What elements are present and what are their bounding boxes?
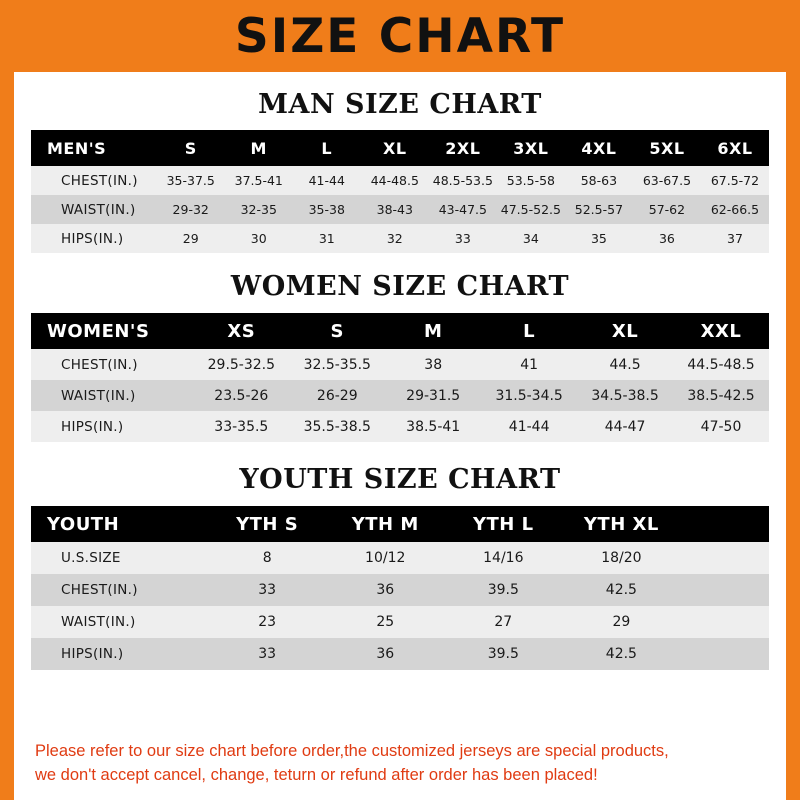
column-header: YTH XL: [583, 513, 659, 535]
table-cell: 37: [727, 231, 743, 246]
column-header-spacer: [680, 506, 769, 542]
column-header: XXL: [700, 320, 742, 342]
women-section-title: WOMEN SIZE CHART: [230, 271, 570, 302]
youth-section-title: YOUTH SIZE CHART: [239, 464, 561, 495]
content: [14, 72, 786, 800]
table-row: [31, 380, 769, 411]
table-header-row: [31, 506, 769, 542]
table-cell: 34.5-38.5: [591, 387, 659, 404]
table-cell: 63-67.5: [642, 173, 692, 188]
column-header: M: [423, 320, 443, 342]
row-label: WAIST(IN.): [61, 201, 136, 218]
disclaimer-line-2: we don't accept cancel, change, teturn or refund after order has been placed!: [35, 766, 598, 785]
table-cell: 57-62: [648, 202, 686, 217]
table-cell: 31: [318, 231, 335, 246]
table-cell: 26-29: [316, 387, 358, 404]
row-label: HIPS(IN.): [61, 418, 124, 435]
table-row: [31, 574, 769, 606]
table-cell: 42.5: [605, 582, 637, 598]
table-cell: 8: [262, 550, 272, 566]
column-header: MEN'S: [47, 138, 107, 158]
table-cell: 33: [258, 582, 277, 598]
column-header: YTH M: [351, 513, 419, 535]
table-cell: 32.5-35.5: [303, 356, 371, 373]
table-cell: 44.5: [609, 356, 641, 373]
women-size-table: [31, 313, 769, 442]
table-cell: 29: [182, 231, 199, 246]
column-header: L: [321, 138, 333, 158]
table-cell: 41-44: [508, 418, 550, 435]
table-cell: 34: [522, 231, 539, 246]
table-cell-spacer: [680, 606, 769, 638]
table-cell: 52.5-57: [574, 202, 624, 217]
table-cell: 35.5-38.5: [303, 418, 371, 435]
column-header: M: [250, 138, 267, 158]
table-cell: 39.5: [487, 646, 519, 662]
table-cell: 32: [386, 231, 403, 246]
column-header: YTH L: [472, 513, 534, 535]
table-cell: 44-47: [604, 418, 646, 435]
youth-size-table: [31, 506, 769, 670]
table-cell: 36: [376, 646, 395, 662]
table-row: [31, 638, 769, 670]
table-cell: 35-37.5: [166, 173, 215, 188]
table-cell: 39.5: [487, 582, 519, 598]
row-label: CHEST(IN.): [61, 172, 138, 189]
table-cell: 37.5-41: [234, 173, 283, 188]
column-header: XL: [611, 320, 639, 342]
disclaimer-note: [31, 726, 769, 800]
table-cell: 35-38: [308, 202, 345, 217]
table-cell: 38: [424, 356, 443, 373]
column-header: YOUTH: [47, 513, 120, 535]
table-cell: 31.5-34.5: [495, 387, 563, 404]
table-cell: 36: [376, 582, 395, 598]
table-header-row: [31, 313, 769, 349]
table-cell: 33-35.5: [214, 418, 269, 435]
table-row: [31, 606, 769, 638]
table-cell-spacer: [680, 542, 769, 574]
column-header: L: [523, 320, 536, 342]
table-cell: 38-43: [376, 202, 413, 217]
row-label: CHEST(IN.): [61, 356, 138, 373]
column-header: 3XL: [513, 138, 549, 158]
table-cell: 29: [612, 614, 631, 630]
man-size-table: [31, 130, 769, 253]
table-cell: 38.5-42.5: [687, 387, 755, 404]
column-header: 4XL: [581, 138, 617, 158]
row-label: HIPS(IN.): [61, 230, 124, 247]
table-cell: 35: [590, 231, 607, 246]
table-cell: 47.5-52.5: [500, 202, 561, 217]
table-cell: 41: [520, 356, 539, 373]
column-header: S: [330, 320, 344, 342]
column-header: S: [184, 138, 197, 158]
table-cell: 23.5-26: [214, 387, 269, 404]
row-label: HIPS(IN.): [61, 646, 124, 662]
table-header-row: [31, 130, 769, 166]
column-header: WOMEN'S: [47, 320, 150, 342]
table-cell: 29.5-32.5: [207, 356, 276, 373]
table-cell: 18/20: [601, 550, 642, 566]
table-cell: 23: [258, 614, 277, 630]
table-cell: 32-35: [240, 202, 277, 217]
page-title: SIZE CHART: [234, 8, 566, 64]
row-label: WAIST(IN.): [61, 614, 136, 630]
row-label: WAIST(IN.): [61, 387, 136, 404]
table-cell: 29-31.5: [406, 387, 461, 404]
table-cell: 44-48.5: [370, 173, 419, 188]
table-cell: 44.5-48.5: [687, 356, 755, 373]
row-label: CHEST(IN.): [61, 582, 138, 598]
banner: [0, 0, 800, 72]
table-cell: 41-44: [308, 173, 345, 188]
table-cell: 25: [376, 614, 395, 630]
table-cell: 43-47.5: [438, 202, 487, 217]
table-row: [31, 224, 769, 253]
table-cell: 42.5: [605, 646, 637, 662]
disclaimer-line-1: Please refer to our size chart before order,the customized jerseys are special products,: [35, 742, 669, 761]
table-cell: 33: [258, 646, 277, 662]
column-header: 6XL: [717, 138, 753, 158]
row-label: U.S.SIZE: [61, 550, 121, 566]
column-header: 5XL: [649, 138, 685, 158]
column-header: 2XL: [445, 138, 481, 158]
table-cell: 38.5-41: [406, 418, 461, 435]
table-cell: 48.5-53.5: [432, 173, 493, 188]
table-cell: 27: [494, 614, 513, 630]
table-cell: 30: [250, 231, 267, 246]
table-cell-spacer: [680, 574, 769, 606]
table-cell: 53.5-58: [506, 173, 555, 188]
table-row: [31, 542, 769, 574]
table-cell: 36: [658, 231, 675, 246]
table-row: [31, 349, 769, 380]
man-section-title: MAN SIZE CHART: [258, 89, 542, 120]
table-row: [31, 195, 769, 224]
table-cell: 47-50: [700, 418, 742, 435]
column-header: XL: [383, 138, 407, 158]
table-cell: 67.5-72: [710, 173, 760, 188]
table-row: [31, 411, 769, 442]
table-cell: 62-66.5: [710, 202, 760, 217]
table-cell: 10/12: [365, 550, 406, 566]
table-cell: 14/16: [483, 550, 524, 566]
column-header: XS: [227, 320, 256, 342]
table-cell-spacer: [680, 638, 769, 670]
table-cell: 33: [454, 231, 471, 246]
table-cell: 29-32: [172, 202, 209, 217]
table-row: [31, 166, 769, 195]
table-cell: 58-63: [580, 173, 618, 188]
column-header: YTH S: [236, 513, 299, 535]
